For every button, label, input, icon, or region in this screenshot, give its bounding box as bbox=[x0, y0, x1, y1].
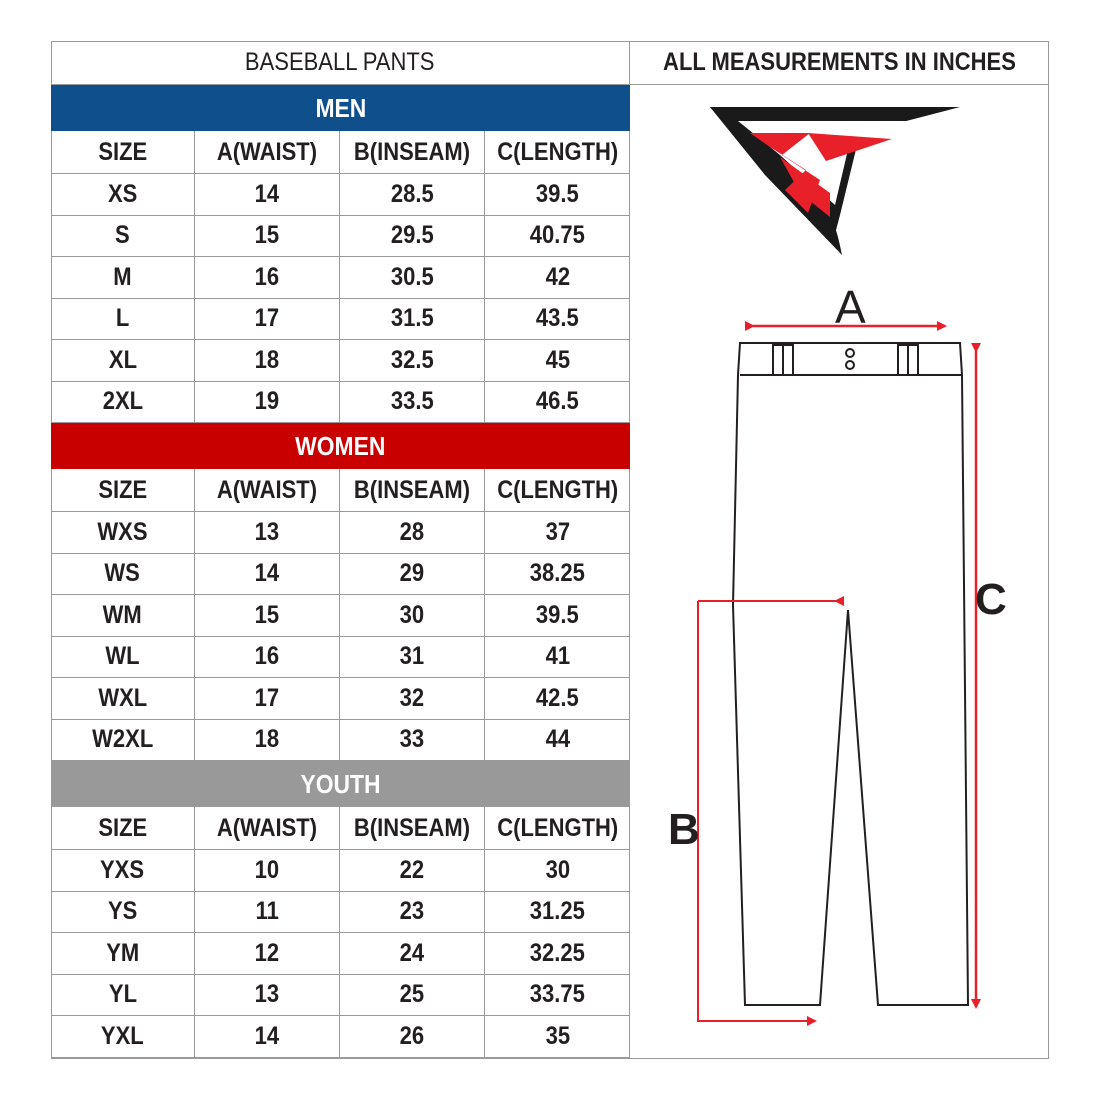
chart-title: BASEBALL PANTS bbox=[51, 41, 630, 85]
section-title: WOMEN bbox=[295, 430, 386, 461]
measurement-cell: 32 bbox=[340, 678, 485, 720]
measurement-cell: 14 bbox=[195, 554, 340, 596]
label-b: B bbox=[668, 805, 700, 854]
column-header: SIZE bbox=[51, 807, 195, 850]
measurement-cell: 33 bbox=[340, 720, 485, 762]
measurement-cell: 25 bbox=[340, 975, 485, 1017]
size-cell: WL bbox=[51, 637, 195, 679]
size-cell: YXL bbox=[51, 1016, 195, 1058]
pants-diagram bbox=[630, 85, 1049, 1059]
size-cell: W2XL bbox=[51, 720, 195, 762]
measurement-cell: 17 bbox=[195, 299, 340, 341]
measurement-cell: 40.75 bbox=[485, 216, 630, 258]
brand-logo-icon bbox=[710, 107, 960, 255]
measurement-cell: 17 bbox=[195, 678, 340, 720]
section-header-women bbox=[51, 423, 630, 469]
column-header: B(INSEAM) bbox=[340, 807, 485, 850]
measurement-cell: 33.75 bbox=[485, 975, 630, 1017]
section-title: YOUTH bbox=[300, 768, 381, 799]
size-cell: M bbox=[51, 257, 195, 299]
measurement-cell: 18 bbox=[195, 720, 340, 762]
measurement-cell: 29 bbox=[340, 554, 485, 596]
pants-outline-icon bbox=[733, 343, 968, 1005]
size-grid-youth bbox=[51, 807, 630, 1058]
measurement-cell: 18 bbox=[195, 340, 340, 382]
measurement-cell: 32.5 bbox=[340, 340, 485, 382]
column-header: C(LENGTH) bbox=[485, 131, 630, 174]
measurement-cell: 14 bbox=[195, 174, 340, 216]
size-cell: L bbox=[51, 299, 195, 341]
measurement-cell: 45 bbox=[485, 340, 630, 382]
column-header: SIZE bbox=[51, 131, 195, 174]
size-cell: YXS bbox=[51, 850, 195, 892]
measurement-cell: 31.25 bbox=[485, 892, 630, 934]
size-cell: XL bbox=[51, 340, 195, 382]
inseam-arrow bbox=[698, 601, 836, 1021]
column-header: A(WAIST) bbox=[195, 131, 340, 174]
size-cell: YM bbox=[51, 933, 195, 975]
measurement-cell: 13 bbox=[195, 975, 340, 1017]
measurement-cell: 14 bbox=[195, 1016, 340, 1058]
column-header: A(WAIST) bbox=[195, 469, 340, 512]
measurement-cell: 32.25 bbox=[485, 933, 630, 975]
measurement-cell: 42.5 bbox=[485, 678, 630, 720]
measurement-cell: 28.5 bbox=[340, 174, 485, 216]
measurement-cell: 30 bbox=[340, 595, 485, 637]
measurement-cell: 33.5 bbox=[340, 382, 485, 424]
section-header-men bbox=[51, 85, 630, 131]
size-cell: WS bbox=[51, 554, 195, 596]
measurement-cell: 30 bbox=[485, 850, 630, 892]
column-header: C(LENGTH) bbox=[485, 807, 630, 850]
measurement-cell: 42 bbox=[485, 257, 630, 299]
measurement-cell: 26 bbox=[340, 1016, 485, 1058]
measurement-cell: 43.5 bbox=[485, 299, 630, 341]
measurement-cell: 29.5 bbox=[340, 216, 485, 258]
measurement-cell: 23 bbox=[340, 892, 485, 934]
section-title: MEN bbox=[315, 92, 366, 123]
measurement-cell: 15 bbox=[195, 216, 340, 258]
measurement-cell: 31.5 bbox=[340, 299, 485, 341]
size-cell: YL bbox=[51, 975, 195, 1017]
measurement-cell: 19 bbox=[195, 382, 340, 424]
column-header: C(LENGTH) bbox=[485, 469, 630, 512]
section-header-youth bbox=[51, 761, 630, 807]
size-cell: XS bbox=[51, 174, 195, 216]
size-cell: WM bbox=[51, 595, 195, 637]
measurement-cell: 38.25 bbox=[485, 554, 630, 596]
measurement-cell: 22 bbox=[340, 850, 485, 892]
measurement-cell: 11 bbox=[195, 892, 340, 934]
size-grid-men bbox=[51, 131, 630, 423]
label-a: A bbox=[835, 281, 866, 333]
size-cell: YS bbox=[51, 892, 195, 934]
measurement-cell: 37 bbox=[485, 512, 630, 554]
label-c: C bbox=[975, 575, 1007, 624]
measurement-cell: 16 bbox=[195, 637, 340, 679]
units-note: ALL MEASUREMENTS IN INCHES bbox=[630, 41, 1049, 85]
size-cell: WXS bbox=[51, 512, 195, 554]
size-cell: WXL bbox=[51, 678, 195, 720]
measurement-cell: 39.5 bbox=[485, 595, 630, 637]
size-cell: 2XL bbox=[51, 382, 195, 424]
measurement-cell: 15 bbox=[195, 595, 340, 637]
size-table bbox=[51, 85, 630, 1058]
size-cell: S bbox=[51, 216, 195, 258]
diagram-svg bbox=[630, 85, 1049, 1059]
measurement-cell: 10 bbox=[195, 850, 340, 892]
measurement-cell: 16 bbox=[195, 257, 340, 299]
measurement-cell: 13 bbox=[195, 512, 340, 554]
column-header: A(WAIST) bbox=[195, 807, 340, 850]
measurement-cell: 28 bbox=[340, 512, 485, 554]
measurement-cell: 24 bbox=[340, 933, 485, 975]
measurement-cell: 35 bbox=[485, 1016, 630, 1058]
column-header: SIZE bbox=[51, 469, 195, 512]
column-header: B(INSEAM) bbox=[340, 131, 485, 174]
size-grid-women bbox=[51, 469, 630, 761]
measurement-cell: 44 bbox=[485, 720, 630, 762]
measurement-cell: 31 bbox=[340, 637, 485, 679]
measurement-cell: 46.5 bbox=[485, 382, 630, 424]
measurement-cell: 41 bbox=[485, 637, 630, 679]
measurement-cell: 12 bbox=[195, 933, 340, 975]
measurement-cell: 30.5 bbox=[340, 257, 485, 299]
measurement-cell: 39.5 bbox=[485, 174, 630, 216]
column-header: B(INSEAM) bbox=[340, 469, 485, 512]
